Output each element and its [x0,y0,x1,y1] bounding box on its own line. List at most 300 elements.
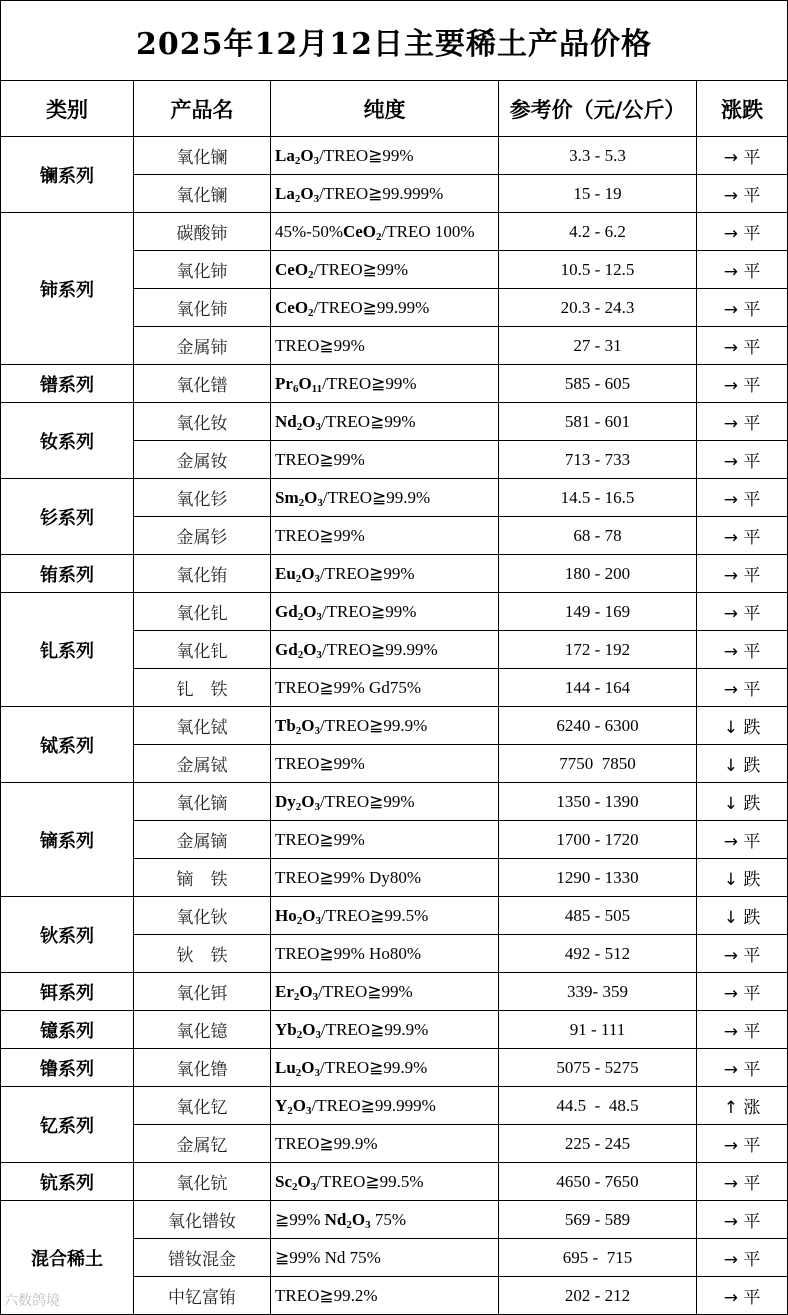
purity-text: TREO≧99.9% [275,1133,378,1153]
category-cell: 钪系列 [1,1163,134,1201]
trend-cell: ↑ 涨 [697,1087,788,1125]
category-cell: 钬系列 [1,897,134,973]
purity-formula-part: 2 [297,648,304,661]
purity-text [275,1058,296,1077]
table-row [1,479,788,517]
price-cell: 713 - 733 [499,441,697,479]
purity-cell [271,1049,499,1087]
purity-formula-part: O [301,715,315,735]
header-category: 类别 [1,81,134,137]
price-cell: 172 - 192 [499,631,697,669]
trend-cell: ↓ 跌 [697,745,788,783]
table-row [1,897,788,935]
category-cell: 钇系列 [1,1087,134,1163]
price-cell: 1700 - 1720 [499,821,697,859]
purity-formula-part: Gd [275,639,298,659]
purity-formula-part: Nd [324,1209,347,1229]
header-purity: 纯度 [271,81,499,137]
price-cell: 3.3 - 5.3 [499,137,697,175]
purity-cell [271,669,499,707]
purity-formula-part: 3 [316,610,322,623]
purity-formula-part: Tb [275,715,296,735]
purity-text: /TREO≧99% [313,259,409,279]
table-row [1,1201,788,1239]
table-row [1,137,788,175]
purity-formula-part: O [302,905,316,925]
purity-formula-part: La [275,183,295,203]
purity-text [275,184,295,203]
purity-text [303,640,316,659]
price-cell: 1350 - 1390 [499,783,697,821]
table-row [1,1087,788,1125]
price-cell: 10.5 - 12.5 [499,251,697,289]
trend-cell: → 平 [697,175,788,213]
purity-text [301,564,314,583]
purity-formula-part: CeO [275,297,309,317]
trend-cell: → 平 [697,973,788,1011]
trend-cell: → 平 [697,251,788,289]
purity-cell [271,365,499,403]
purity-formula-part: O [301,563,315,583]
purity-formula-part: Yb [275,1019,297,1039]
purity-text: /TREO≧99% [321,601,417,621]
product-cell: 碳酸铈 [134,213,271,251]
purity-formula-part: O [302,411,316,431]
purity-formula-part: La [275,145,295,165]
table-row [1,593,788,631]
product-cell: 氧化铈 [134,289,271,327]
purity-formula-part: O [299,981,313,1001]
purity-cell [271,251,499,289]
purity-text: 75% [370,1209,407,1229]
purity-formula-part: Sc [275,1171,292,1191]
purity-formula-part: 3 [312,990,319,1003]
purity-text: /TREO≧99% [320,563,415,583]
trend-cell: ↓ 跌 [697,783,788,821]
purity-formula-part: 2 [294,192,301,205]
purity-text [298,374,311,393]
purity-formula-part: Lu [275,1057,296,1077]
purity-formula-part: 3 [310,1180,317,1193]
purity-cell [271,593,499,631]
trend-cell: → 平 [697,365,788,403]
trend-cell: → 平 [697,631,788,669]
price-cell: 485 - 505 [499,897,697,935]
product-cell: 氧化钬 [134,897,271,935]
purity-formula-part: 2 [296,420,303,433]
purity-formula-part: O [303,601,317,621]
purity-text: /TREO≧99.5% [316,1171,424,1191]
category-cell: 镝系列 [1,783,134,897]
purity-text: /TREO≧99% [322,373,417,393]
price-cell: 91 - 111 [499,1011,697,1049]
purity-formula-part: 11 [311,382,323,395]
trend-cell: → 平 [697,1163,788,1201]
trend-cell: ↓ 跌 [697,859,788,897]
purity-text [275,906,297,925]
purity-formula-part: 3 [365,1218,371,1231]
category-cell: 镧系列 [1,137,134,213]
purity-cell [271,175,499,213]
category-cell: 钕系列 [1,403,134,479]
purity-text [275,716,296,735]
purity-text [300,184,313,203]
purity-text [275,792,296,811]
purity-text: /TREO≧99.99% [321,639,438,659]
purity-text: /TREO≧99.5% [320,905,429,925]
product-cell: 金属钐 [134,517,271,555]
product-cell: 氧化镨 [134,365,271,403]
product-cell: 氧化钪 [134,1163,271,1201]
purity-formula-part: O [297,1171,311,1191]
price-cell: 202 - 212 [499,1277,697,1315]
category-cell: 镱系列 [1,1011,134,1049]
purity-text: TREO≧99% Gd75% [275,677,421,697]
purity-text: /TREO≧99% [319,145,414,165]
purity-formula-part: O [300,183,314,203]
header-row [1,81,788,137]
purity-cell [271,745,499,783]
purity-text [275,1172,292,1191]
table-row [1,365,788,403]
purity-cell [271,1011,499,1049]
purity-formula-part: O [301,1057,315,1077]
trend-cell: → 平 [697,555,788,593]
purity-formula-part: 3 [314,800,321,813]
product-cell: 氧化钆 [134,593,271,631]
price-cell: 4.2 - 6.2 [499,213,697,251]
purity-text [275,488,299,507]
purity-text [275,564,296,583]
purity-text [275,640,298,659]
trend-cell: → 平 [697,1125,788,1163]
product-cell: 氧化镝 [134,783,271,821]
category-cell: 铕系列 [1,555,134,593]
table-row [1,783,788,821]
header-product: 产品名 [134,81,271,137]
purity-formula-part: Eu [275,563,296,583]
purity-formula-part: Dy [275,791,296,811]
purity-formula-part: Er [275,981,294,1001]
product-cell: 氧化镧 [134,137,271,175]
trend-cell: → 平 [697,327,788,365]
trend-cell: → 平 [697,137,788,175]
category-cell: 镥系列 [1,1049,134,1087]
purity-formula-part: 2 [346,1218,352,1231]
product-cell: 氧化镱 [134,1011,271,1049]
purity-formula-part: 2 [308,268,314,281]
purity-formula-part: Nd [275,411,297,431]
product-cell: 氧化铒 [134,973,271,1011]
purity-cell [271,631,499,669]
purity-text [275,1096,287,1115]
purity-formula-part: 2 [308,306,314,319]
purity-cell [271,479,499,517]
product-cell: 镝 铁 [134,859,271,897]
product-cell: 金属钕 [134,441,271,479]
purity-cell [271,1125,499,1163]
purity-formula-part: 3 [314,724,321,737]
purity-text: /TREO≧99.9% [320,1057,428,1077]
purity-formula-part: 3 [306,1104,312,1117]
trend-cell: → 平 [697,517,788,555]
purity-text: /TREO 100% [381,221,475,241]
purity-formula-part: 2 [292,1180,298,1193]
purity-text: /TREO≧99.999% [319,183,444,203]
purity-text [293,1096,306,1115]
purity-text: TREO≧99% [275,829,365,849]
product-cell: 金属镝 [134,821,271,859]
table-row [1,973,788,1011]
purity-cell [271,327,499,365]
purity-cell [271,973,499,1011]
price-cell: 5075 - 5275 [499,1049,697,1087]
trend-cell: → 平 [697,213,788,251]
purity-formula-part: 3 [317,496,323,509]
category-cell: 钐系列 [1,479,134,555]
purity-text: ≧99% Nd 75% [275,1247,381,1267]
price-cell: 569 - 589 [499,1201,697,1239]
category-cell: 镨系列 [1,365,134,403]
purity-cell [271,935,499,973]
product-cell: 氧化钐 [134,479,271,517]
purity-formula-part: O [292,1095,307,1115]
table-row [1,707,788,745]
purity-text [298,1172,311,1191]
purity-text [275,412,297,431]
purity-cell [271,517,499,555]
product-cell: 氧化镥 [134,1049,271,1087]
purity-formula-part: 2 [293,990,300,1003]
purity-text: 45%-50% [275,221,343,241]
price-cell: 180 - 200 [499,555,697,593]
table-row [1,1049,788,1087]
price-cell: 68 - 78 [499,517,697,555]
purity-formula-part: O [301,791,315,811]
category-cell: 铈系列 [1,213,134,365]
purity-cell [271,213,499,251]
price-cell: 144 - 164 [499,669,697,707]
product-cell: 氧化铈 [134,251,271,289]
price-cell: 20.3 - 24.3 [499,289,697,327]
purity-text: TREO≧99% [275,525,365,545]
purity-formula-part: 2 [376,230,382,243]
purity-formula-part: Y [275,1095,288,1115]
trend-cell: → 平 [697,1201,788,1239]
purity-text: /TREO≧99% [318,981,413,1001]
purity-text: /TREO≧99% [320,791,415,811]
purity-subscript [312,383,322,395]
purity-formula-part: 3 [315,420,321,433]
purity-text [275,1020,297,1039]
trend-cell: → 平 [697,403,788,441]
purity-formula-part: 3 [315,1028,321,1041]
purity-formula-part: 2 [295,800,302,813]
product-cell: 金属钇 [134,1125,271,1163]
purity-text [352,1210,365,1229]
trend-cell: → 平 [697,479,788,517]
trend-cell: ↓ 跌 [697,897,788,935]
product-cell: 金属铈 [134,327,271,365]
purity-formula-part: CeO [342,221,377,241]
purity-text: TREO≧99% [275,449,365,469]
price-cell: 44.5 - 48.5 [499,1087,697,1125]
purity-cell [271,821,499,859]
product-cell: 氧化钆 [134,631,271,669]
purity-formula-part: Ho [275,905,297,925]
purity-text [275,374,293,393]
price-cell: 225 - 245 [499,1125,697,1163]
purity-formula-part: 3 [316,648,322,661]
price-cell: 4650 - 7650 [499,1163,697,1201]
table-row [1,555,788,593]
purity-formula-part: 2 [297,610,304,623]
purity-text [301,716,314,735]
trend-cell: → 平 [697,1049,788,1087]
trend-cell: → 平 [697,669,788,707]
purity-cell [271,707,499,745]
category-cell: 混合稀土 [1,1201,134,1315]
product-cell: 氧化钇 [134,1087,271,1125]
purity-text [275,260,308,279]
price-cell: 339- 359 [499,973,697,1011]
purity-cell [271,1277,499,1315]
purity-text [275,146,295,165]
price-cell: 581 - 601 [499,403,697,441]
category-cell: 铽系列 [1,707,134,783]
purity-text [275,982,294,1001]
table-row [1,1163,788,1201]
purity-cell [271,1087,499,1125]
purity-cell [271,441,499,479]
purity-text: /TREO≧99.9% [320,715,428,735]
purity-formula-part: 2 [296,914,303,927]
price-cell: 15 - 19 [499,175,697,213]
purity-text [303,602,316,621]
purity-formula-part: 6 [292,382,299,395]
purity-formula-part: 2 [298,496,305,509]
price-cell: 695 - 715 [499,1239,697,1277]
purity-text: TREO≧99% Ho80% [275,943,421,963]
category-cell: 钆系列 [1,593,134,707]
purity-formula-part: CeO [275,259,309,279]
purity-formula-part: O [304,487,318,507]
purity-formula-part: O [303,639,317,659]
purity-text: /TREO≧99.9% [320,1019,429,1039]
product-cell: 氧化钕 [134,403,271,441]
trend-cell: → 平 [697,1277,788,1315]
purity-text [300,146,313,165]
product-cell: 钬 铁 [134,935,271,973]
purity-formula-part: 2 [296,1028,303,1041]
purity-cell [271,403,499,441]
purity-text [301,792,314,811]
purity-formula-part: 2 [295,1066,302,1079]
purity-formula-part: 3 [313,154,320,167]
purity-text: TREO≧99% [275,753,365,773]
purity-text: ≧99% [275,1209,325,1229]
purity-formula-part: 2 [295,572,302,585]
purity-cell [271,1163,499,1201]
purity-formula-part: 3 [314,572,321,585]
purity-formula-part: 2 [294,154,301,167]
price-cell: 7750 7850 [499,745,697,783]
purity-cell [271,859,499,897]
purity-text [275,602,298,621]
product-cell: 镨钕混金 [134,1239,271,1277]
table-row [1,1011,788,1049]
price-cell: 585 - 605 [499,365,697,403]
purity-formula-part: O [300,145,314,165]
price-cell: 27 - 31 [499,327,697,365]
price-cell: 492 - 512 [499,935,697,973]
purity-formula-part: 3 [314,1066,321,1079]
purity-cell [271,289,499,327]
header-trend: 涨跌 [697,81,788,137]
purity-formula-part: 2 [295,724,302,737]
price-cell: 14.5 - 16.5 [499,479,697,517]
product-cell: 氧化镨钕 [134,1201,271,1239]
purity-text: /TREO≧99.99% [313,297,430,317]
price-cell: 149 - 169 [499,593,697,631]
purity-text [275,298,308,317]
purity-formula-part: O [298,373,312,393]
purity-text [304,488,317,507]
purity-formula-part: O [302,1019,316,1039]
purity-text: TREO≧99.2% [275,1285,378,1305]
purity-text [302,412,315,431]
purity-cell [271,783,499,821]
product-cell: 中钇富铕 [134,1277,271,1315]
trend-cell: → 平 [697,1239,788,1277]
table-row [1,213,788,251]
product-cell: 氧化镧 [134,175,271,213]
header-price: 参考价（元/公斤） [499,81,697,137]
trend-cell: → 平 [697,593,788,631]
purity-text [325,1210,347,1229]
purity-text: /TREO≧99% [320,411,416,431]
purity-cell [271,137,499,175]
table-row [1,403,788,441]
purity-text: /TREO≧99.9% [322,487,431,507]
purity-formula-part: O [351,1209,366,1229]
watermark: 六数鸽境 [4,1293,60,1309]
purity-text [302,906,315,925]
trend-cell: → 平 [697,1011,788,1049]
price-cell: 6240 - 6300 [499,707,697,745]
trend-cell: → 平 [697,935,788,973]
purity-cell [271,1201,499,1239]
purity-cell [271,897,499,935]
purity-cell [271,1239,499,1277]
product-cell: 氧化铕 [134,555,271,593]
purity-text: TREO≧99% Dy80% [275,867,421,887]
purity-formula-part: Sm [275,487,299,507]
purity-formula-part: Pr [275,373,293,393]
purity-text: TREO≧99% [275,335,365,355]
purity-text [302,1020,315,1039]
product-cell: 钆 铁 [134,669,271,707]
trend-cell: ↓ 跌 [697,707,788,745]
trend-cell: → 平 [697,441,788,479]
purity-text [343,222,376,241]
product-cell: 金属铽 [134,745,271,783]
purity-formula-part: 3 [315,914,321,927]
product-cell: 氧化铽 [134,707,271,745]
category-cell: 铒系列 [1,973,134,1011]
purity-cell [271,555,499,593]
purity-formula-part: Gd [275,601,298,621]
